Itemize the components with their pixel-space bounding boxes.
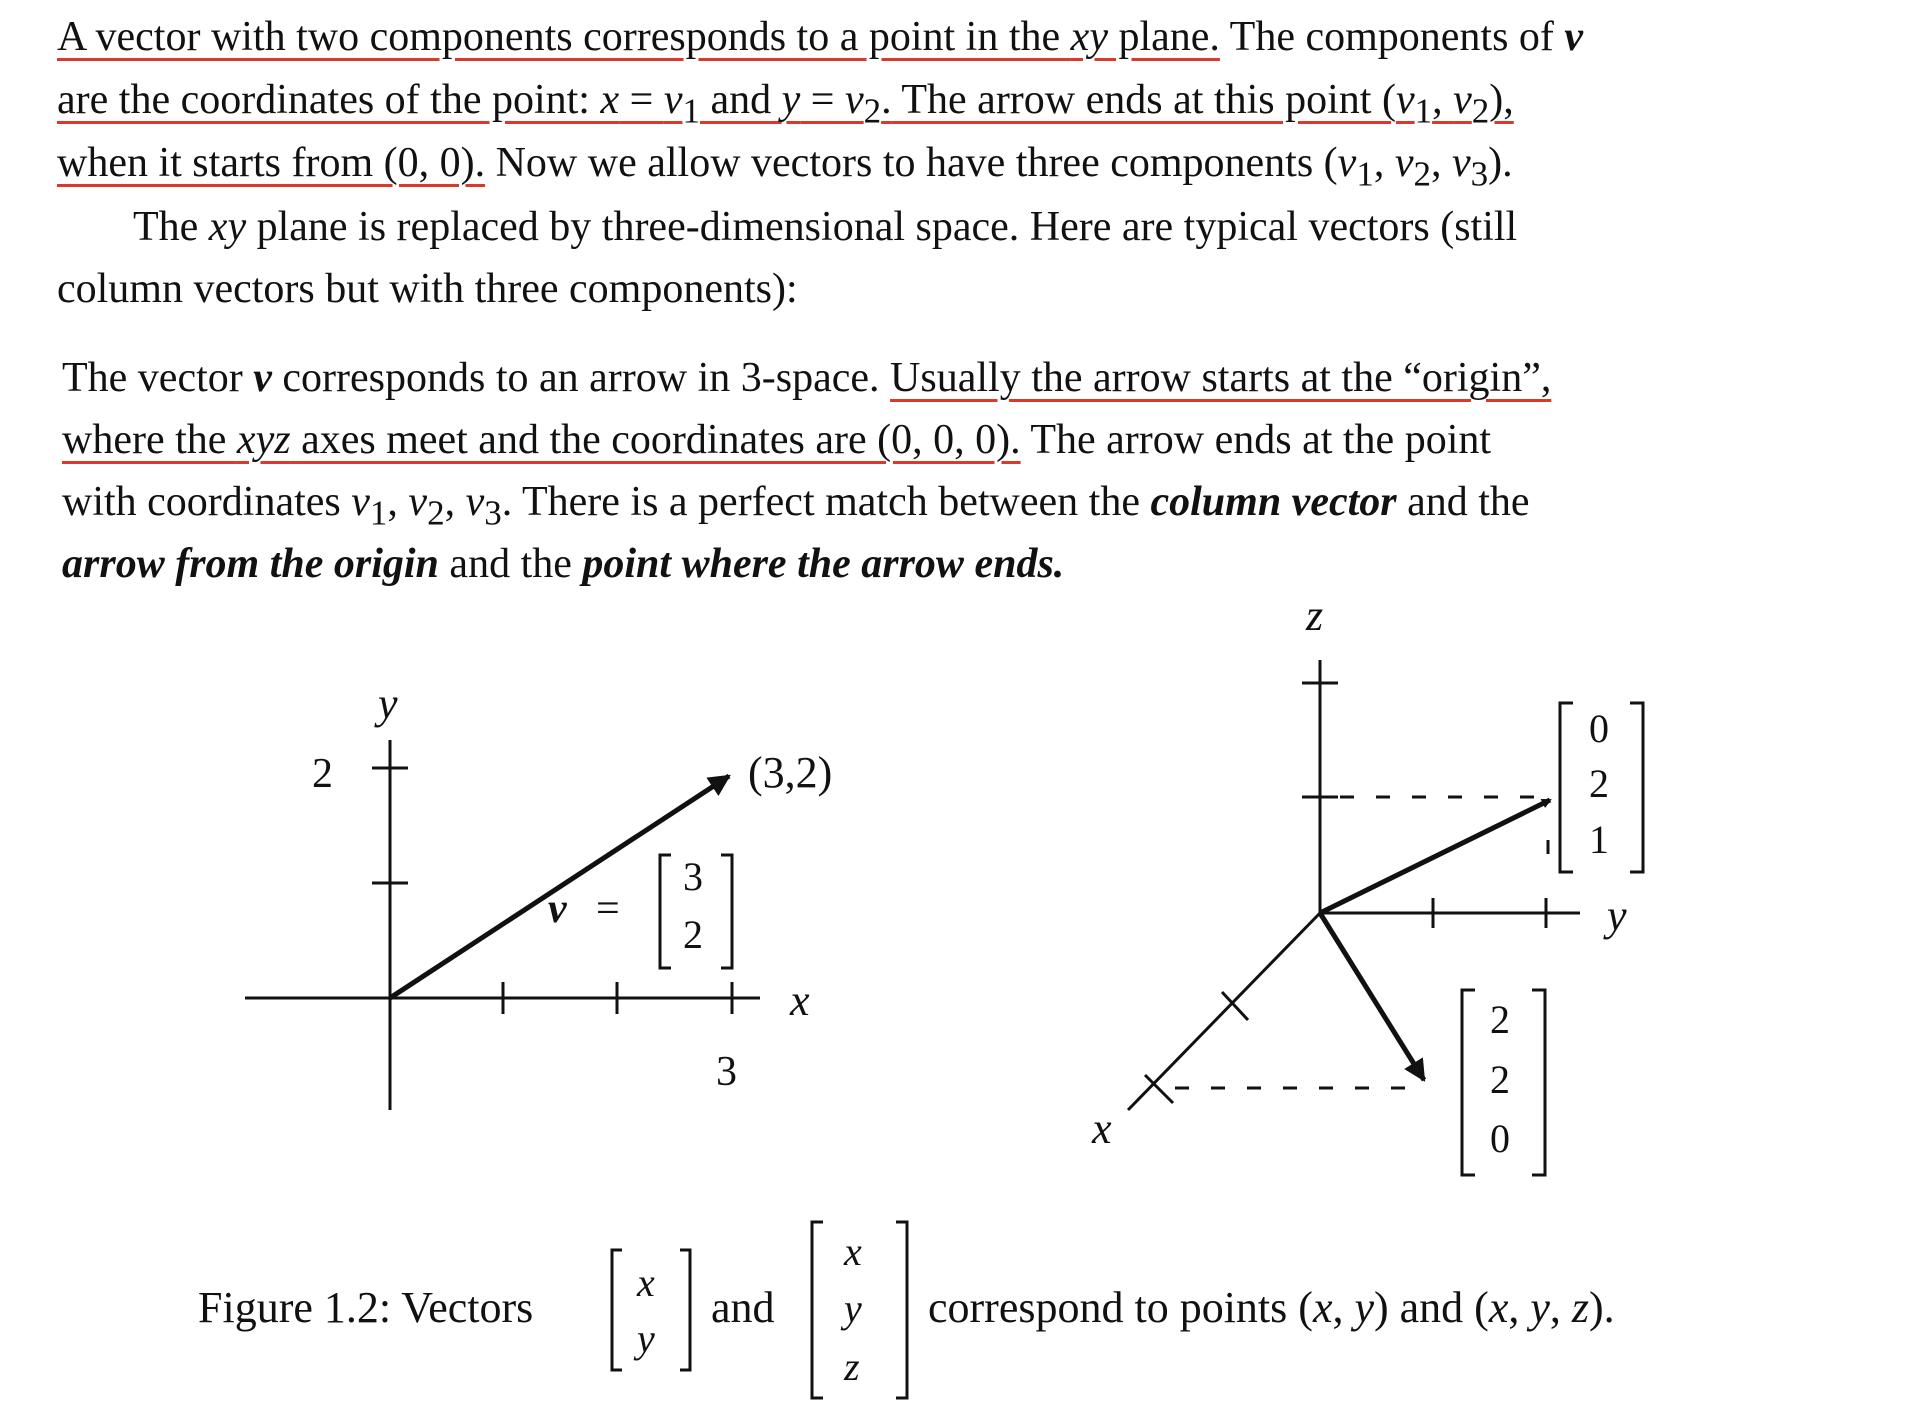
para1-line1: A vector with two components corresponds to a point in the xy plane. The components of v bbox=[57, 14, 1584, 60]
left-bracket bbox=[1560, 703, 1573, 872]
y-tick-label: 2 bbox=[312, 751, 333, 797]
vector-entry: 1 bbox=[1589, 817, 1609, 862]
right-bracket bbox=[896, 1222, 907, 1398]
right-bracket bbox=[1532, 990, 1545, 1175]
para1-line3: when it starts from (0, 0). Now we allow vectors to have three components ($v_1$, $v_2$, $v_3$). bbox=[57, 140, 1513, 194]
x-tick bbox=[1222, 992, 1248, 1020]
point-label: (3,2) bbox=[748, 748, 833, 797]
matrix-entry: z bbox=[844, 1344, 860, 1389]
vector-entry: 2 bbox=[1589, 761, 1609, 806]
highlight-underline: where the xyz axes meet and the coordinates are (0, 0, 0). bbox=[62, 417, 1021, 463]
vector-entry: 3 bbox=[683, 854, 703, 899]
para3-line3: with coordinates $v_1$, $v_2$, $v_3$. There is a perfect match between the column vector and the bbox=[62, 479, 1530, 533]
vector-entry: 2 bbox=[1490, 997, 1510, 1042]
para3-line2: where the xyz axes meet and the coordinates are (0, 0, 0). The arrow ends at the point bbox=[62, 417, 1492, 463]
vector-entry: 2 bbox=[1490, 1057, 1510, 1102]
equals-sign: = bbox=[596, 886, 620, 932]
matrix-entry: y bbox=[637, 1316, 655, 1361]
vector-arrow-220 bbox=[1320, 913, 1424, 1080]
vector-entry: 2 bbox=[683, 912, 703, 957]
highlight-underline: when it starts from (0, 0). bbox=[57, 140, 486, 186]
figure-caption bbox=[198, 1222, 1615, 1398]
y-axis-label: y bbox=[378, 679, 398, 728]
caption-prefix: Figure 1.2: Vectors bbox=[198, 1283, 534, 1332]
z-axis-label: z bbox=[1306, 591, 1324, 640]
highlight-underline: A vector with two components corresponds to a point in the xy plane. bbox=[57, 14, 1220, 60]
para2-line2: column vectors but with three components): bbox=[57, 266, 798, 312]
left-bracket bbox=[612, 1250, 622, 1370]
matrix-entry: y bbox=[844, 1286, 862, 1331]
right-bracket bbox=[721, 855, 732, 968]
x-tick-label: 3 bbox=[716, 1049, 737, 1095]
y-axis-label: y bbox=[1607, 891, 1627, 940]
para3-line1: The vector v corresponds to an arrow in 3-space. Usually the arrow starts at the “origin”, bbox=[62, 355, 1552, 401]
x-axis-label: x bbox=[1092, 1104, 1112, 1153]
para3-line4: arrow from the origin and the point where the arrow ends. bbox=[62, 541, 1065, 587]
vector-entry: 0 bbox=[1490, 1116, 1510, 1161]
highlight-underline: Usually the arrow starts at the “origin”, bbox=[890, 355, 1552, 401]
left-bracket bbox=[660, 855, 671, 968]
vector-arrow-021 bbox=[1320, 800, 1550, 913]
highlight-underline: are the coordinates of the point: $x = v_1$ and $y = v_2$. The arrow ends at this point ($v_1$, $v_2$), bbox=[57, 77, 1514, 131]
vector-entry: 0 bbox=[1589, 706, 1609, 751]
caption-suffix: correspond to points (x, y) and (x, y, z). bbox=[928, 1283, 1615, 1332]
figure-2d bbox=[245, 679, 832, 1110]
figure-3d bbox=[1091, 591, 1643, 1175]
x-axis-label: x bbox=[790, 976, 810, 1025]
matrix-entry: x bbox=[844, 1229, 862, 1274]
matrix-entry: x bbox=[637, 1260, 655, 1305]
left-bracket bbox=[1462, 990, 1475, 1175]
right-bracket bbox=[680, 1250, 690, 1370]
right-bracket bbox=[1630, 703, 1643, 872]
caption-and: and bbox=[711, 1283, 775, 1332]
para2-line1: The xy plane is replaced by three-dimensional space. Here are typical vectors (still bbox=[133, 204, 1518, 250]
x-axis-3d bbox=[1128, 913, 1320, 1110]
left-bracket bbox=[812, 1222, 823, 1398]
vector-name: v bbox=[548, 886, 567, 932]
